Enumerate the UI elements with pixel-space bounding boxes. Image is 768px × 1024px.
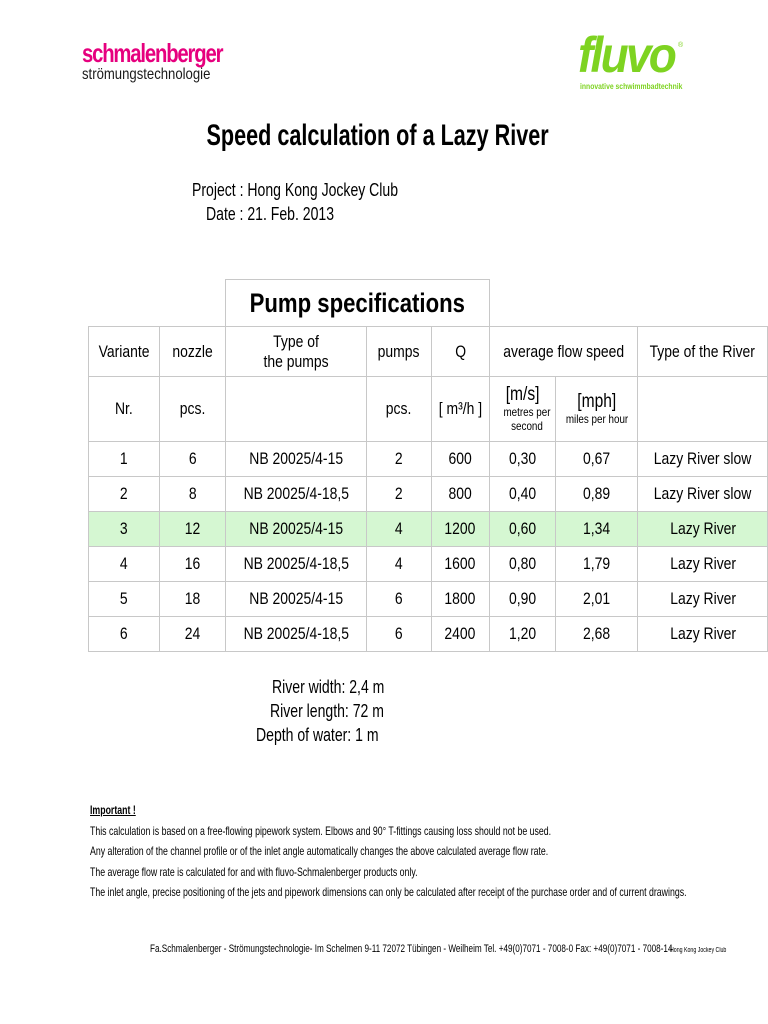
important-note-1: This calculation is based on a free-flowing pipework system. Elbows and 90° T-fittings causing loss should not be used. <box>90 823 552 838</box>
cell-pumps: 6 <box>366 582 431 617</box>
cell-speed-ms: 0,80 <box>490 547 556 582</box>
cell-speed-ms: 0,40 <box>490 477 556 512</box>
schmalenberger-logo <box>82 40 262 84</box>
cell-speed-ms: 0,30 <box>490 442 556 477</box>
cell-variante: 4 <box>89 547 160 582</box>
header-pump-type: Type of the pumps <box>226 327 366 377</box>
cell-q: 1800 <box>431 582 489 617</box>
cell-speed-mph: 2,01 <box>556 582 638 617</box>
cell-q: 2400 <box>431 617 489 652</box>
footer-project: Hong Kong Jockey Club <box>670 947 727 954</box>
river-width: River width: 2,4 m <box>272 677 385 697</box>
project-value: Hong Kong Jockey Club <box>247 180 399 200</box>
cell-q: 600 <box>431 442 489 477</box>
cell-variante: 6 <box>89 617 160 652</box>
table-row <box>89 582 768 617</box>
header-nozzle: nozzle <box>160 327 226 377</box>
cell-river-type: Lazy River <box>638 512 768 547</box>
unit-variante: Nr. <box>89 377 160 442</box>
cell-river-type: Lazy River slow <box>638 477 768 512</box>
unit-ms: [m/s] metres per second <box>490 377 556 442</box>
project-line <box>192 179 456 201</box>
cell-pumps: 2 <box>366 477 431 512</box>
cell-nozzle: 16 <box>160 547 226 582</box>
fluvo-tagline: innovative schwimmbadtechnik <box>580 82 683 91</box>
table-row <box>89 512 768 547</box>
date-value: 21. Feb. 2013 <box>247 204 335 224</box>
important-note-2: Any alteration of the channel profile or of the inlet angle automatically changes the above calculated average flow rate. <box>90 844 549 858</box>
cell-speed-mph: 0,89 <box>556 477 638 512</box>
cell-pump-type: NB 20025/4-15 <box>226 512 366 547</box>
unit-row <box>89 377 768 442</box>
fluvo-wordmark: fluvo <box>578 27 675 83</box>
date-label: Date : <box>206 204 244 224</box>
cell-variante: 1 <box>89 442 160 477</box>
cell-river-type: Lazy River slow <box>638 442 768 477</box>
cell-speed-mph: 2,68 <box>556 617 638 652</box>
cell-river-type: Lazy River <box>638 547 768 582</box>
cell-variante: 5 <box>89 582 160 617</box>
cell-speed-ms: 1,20 <box>490 617 556 652</box>
unit-pump-type <box>226 377 366 442</box>
cell-speed-ms: 0,60 <box>490 512 556 547</box>
cell-pumps: 4 <box>366 512 431 547</box>
cell-pump-type: NB 20025/4-18,5 <box>226 617 366 652</box>
header-row <box>89 327 768 377</box>
table-row <box>89 442 768 477</box>
logo-brand-name: schmalenberger <box>82 38 223 68</box>
cell-speed-mph: 1,79 <box>556 547 638 582</box>
cell-pumps: 4 <box>366 547 431 582</box>
unit-q: [ m³/h ] <box>431 377 489 442</box>
header-flow-speed: average flow speed <box>490 327 638 377</box>
cell-variante: 2 <box>89 477 160 512</box>
table-row <box>89 617 768 652</box>
unit-mph: [mph] miles per hour <box>556 377 638 442</box>
logo-brand-subtitle: strömungstechnologie <box>82 66 211 83</box>
unit-nozzle: pcs. <box>160 377 226 442</box>
cell-pumps: 2 <box>366 442 431 477</box>
cell-q: 1600 <box>431 547 489 582</box>
cell-variante: 3 <box>89 512 160 547</box>
river-length: River length: 72 m <box>270 701 384 721</box>
cell-river-type: Lazy River <box>638 582 768 617</box>
document-title <box>0 118 756 154</box>
important-note-4: The inlet angle, precise positioning of the jets and pipework dimensions can only be calculated after receipt of the purchase order and of current drawings. <box>90 885 687 899</box>
footer-address: Fa.Schmalenberger - Strömungstechnologie- Im Schelmen 9-11 72072 Tübingen - Weilheim Tel. +49(0)7071 - 7008-0 Fax: +49(0)7071 - 7008-14 <box>150 943 673 955</box>
fluvo-logo <box>578 28 688 98</box>
cell-pump-type: NB 20025/4-18,5 <box>226 477 366 512</box>
cell-pumps: 6 <box>366 617 431 652</box>
header-variante: Variante <box>89 327 160 377</box>
cell-q: 800 <box>431 477 489 512</box>
header-river-type: Type of the River <box>638 327 768 377</box>
cell-nozzle: 8 <box>160 477 226 512</box>
cell-nozzle: 6 <box>160 442 226 477</box>
header-q: Q <box>431 327 489 377</box>
cell-speed-mph: 1,34 <box>556 512 638 547</box>
important-notes <box>90 800 750 903</box>
important-note-3: The average flow rate is calculated for and with fluvo-Schmalenberger products only. <box>90 864 418 879</box>
blank-cell <box>89 280 226 327</box>
cell-q: 1200 <box>431 512 489 547</box>
important-heading: Important ! <box>90 803 136 817</box>
cell-nozzle: 24 <box>160 617 226 652</box>
cell-pump-type: NB 20025/4-15 <box>226 442 366 477</box>
blank-cell <box>490 280 768 327</box>
registered-mark: ® <box>678 42 684 49</box>
water-depth: Depth of water: 1 m <box>256 725 379 745</box>
header-pumps: pumps <box>366 327 431 377</box>
cell-nozzle: 12 <box>160 512 226 547</box>
cell-pump-type: NB 20025/4-15 <box>226 582 366 617</box>
cell-pump-type: NB 20025/4-18,5 <box>226 547 366 582</box>
table-row <box>89 547 768 582</box>
cell-nozzle: 18 <box>160 582 226 617</box>
table-row <box>89 477 768 512</box>
pump-spec-table <box>88 279 768 652</box>
document-title-text: Speed calculation of a Lazy River <box>206 119 550 152</box>
table-heading: Pump specifications <box>226 280 490 327</box>
project-label: Project : <box>192 180 244 200</box>
unit-river-type <box>638 377 768 442</box>
cell-river-type: Lazy River <box>638 617 768 652</box>
cell-speed-mph: 0,67 <box>556 442 638 477</box>
unit-pumps: pcs. <box>366 377 431 442</box>
date-line <box>206 203 370 225</box>
cell-speed-ms: 0,90 <box>490 582 556 617</box>
